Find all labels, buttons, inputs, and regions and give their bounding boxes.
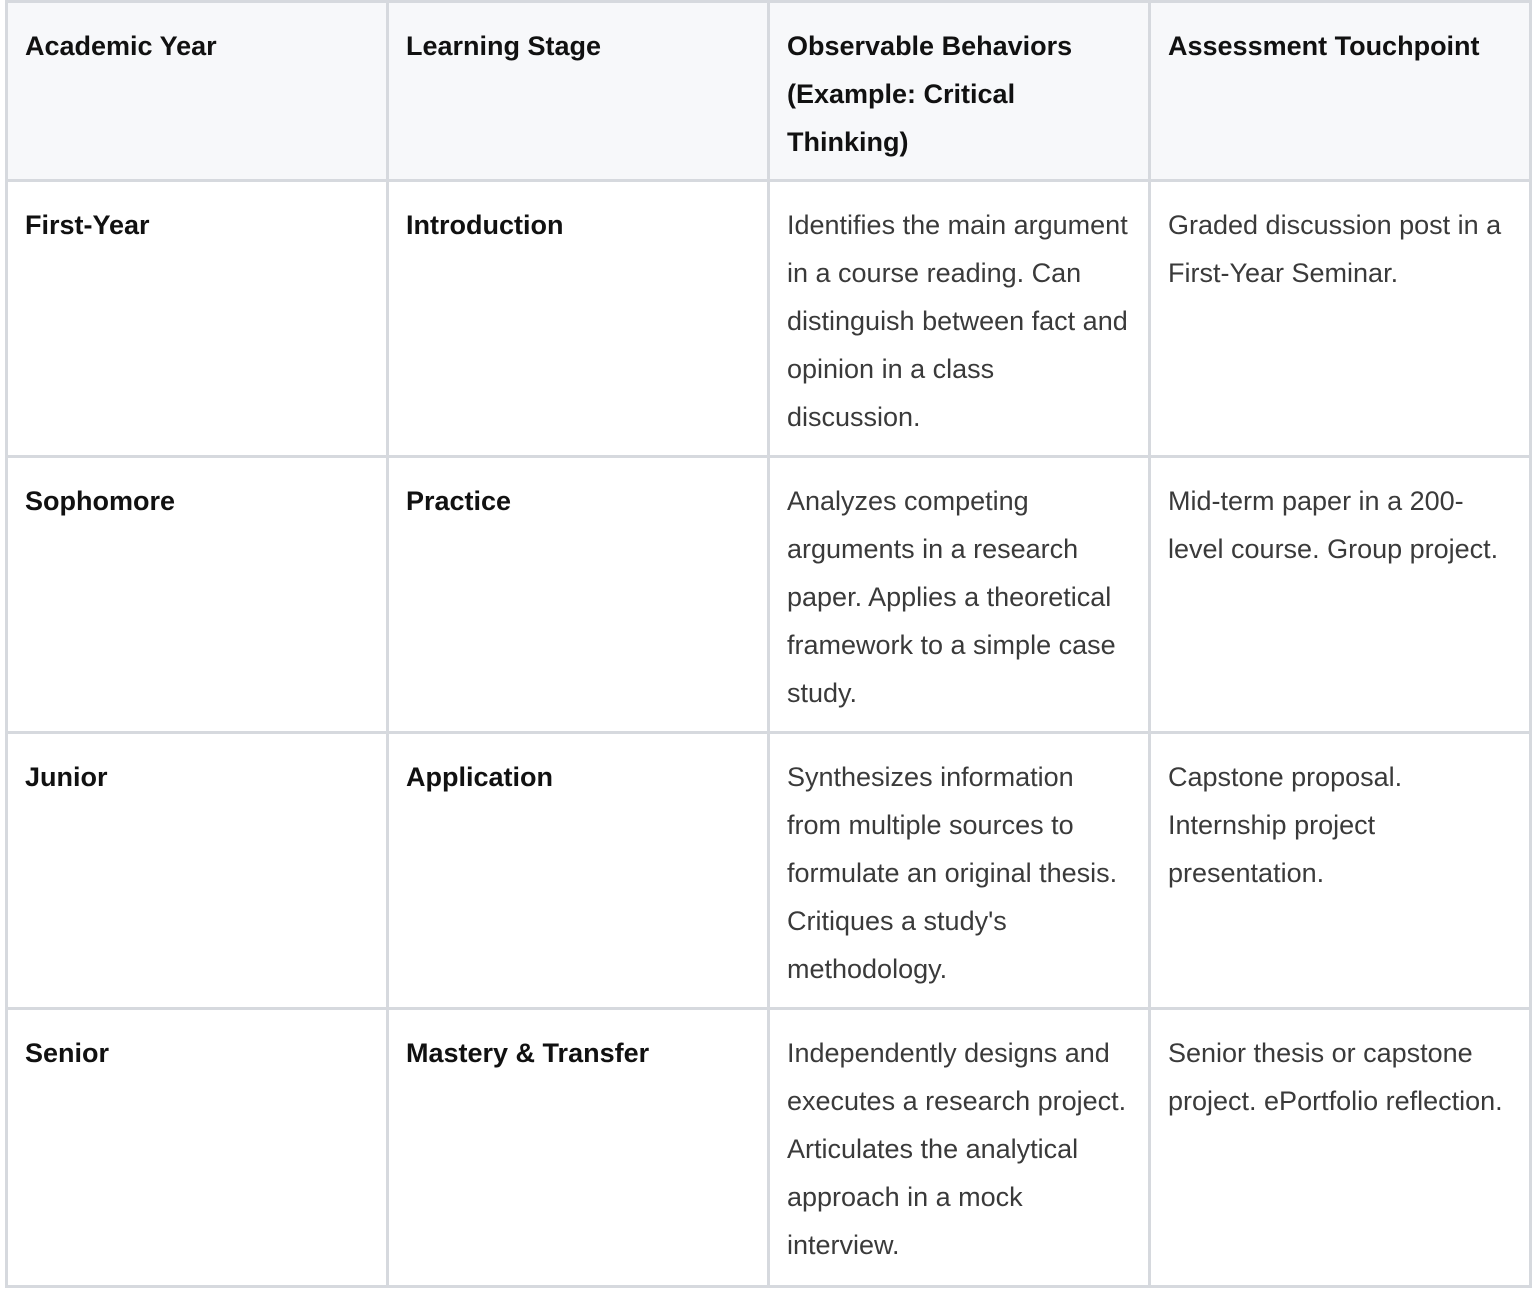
- table-row: [7, 181, 1531, 457]
- cell-observable-behaviors: Synthesizes information from multiple sources to formulate an original thesis. Critiques a study's methodology.: [769, 733, 1150, 1009]
- header-learning-stage: Learning Stage: [388, 2, 769, 181]
- cell-assessment-touchpoint: Graded discussion post in a First-Year Seminar.: [1150, 181, 1531, 457]
- cell-observable-behaviors: Independently designs and executes a research project. Articulates the analytical approach in a mock interview.: [769, 1009, 1150, 1287]
- cell-academic-year: Sophomore: [7, 457, 388, 733]
- table-body: [7, 181, 1531, 1287]
- header-assessment-touchpoint: Assessment Touchpoint: [1150, 2, 1531, 181]
- header-academic-year: Academic Year: [7, 2, 388, 181]
- cell-academic-year: Senior: [7, 1009, 388, 1287]
- header-row: [7, 2, 1531, 181]
- cell-academic-year: First-Year: [7, 181, 388, 457]
- header-observable-behaviors: Observable Behaviors (Example: Critical Thinking): [769, 2, 1150, 181]
- cell-observable-behaviors: Identifies the main argument in a course reading. Can distinguish between fact and opinion in a class discussion.: [769, 181, 1150, 457]
- learning-progression-table: [5, 0, 1532, 1288]
- cell-learning-stage: Mastery & Transfer: [388, 1009, 769, 1287]
- table-row: [7, 733, 1531, 1009]
- cell-assessment-touchpoint: Senior thesis or capstone project. ePortfolio reflection.: [1150, 1009, 1531, 1287]
- cell-assessment-touchpoint: Mid-term paper in a 200-level course. Group project.: [1150, 457, 1531, 733]
- cell-academic-year: Junior: [7, 733, 388, 1009]
- table-row: [7, 1009, 1531, 1287]
- cell-learning-stage: Introduction: [388, 181, 769, 457]
- table-row: [7, 457, 1531, 733]
- cell-learning-stage: Application: [388, 733, 769, 1009]
- cell-learning-stage: Practice: [388, 457, 769, 733]
- cell-assessment-touchpoint: Capstone proposal. Internship project presentation.: [1150, 733, 1531, 1009]
- cell-observable-behaviors: Analyzes competing arguments in a research paper. Applies a theoretical framework to a simple case study.: [769, 457, 1150, 733]
- table-header: [7, 2, 1531, 181]
